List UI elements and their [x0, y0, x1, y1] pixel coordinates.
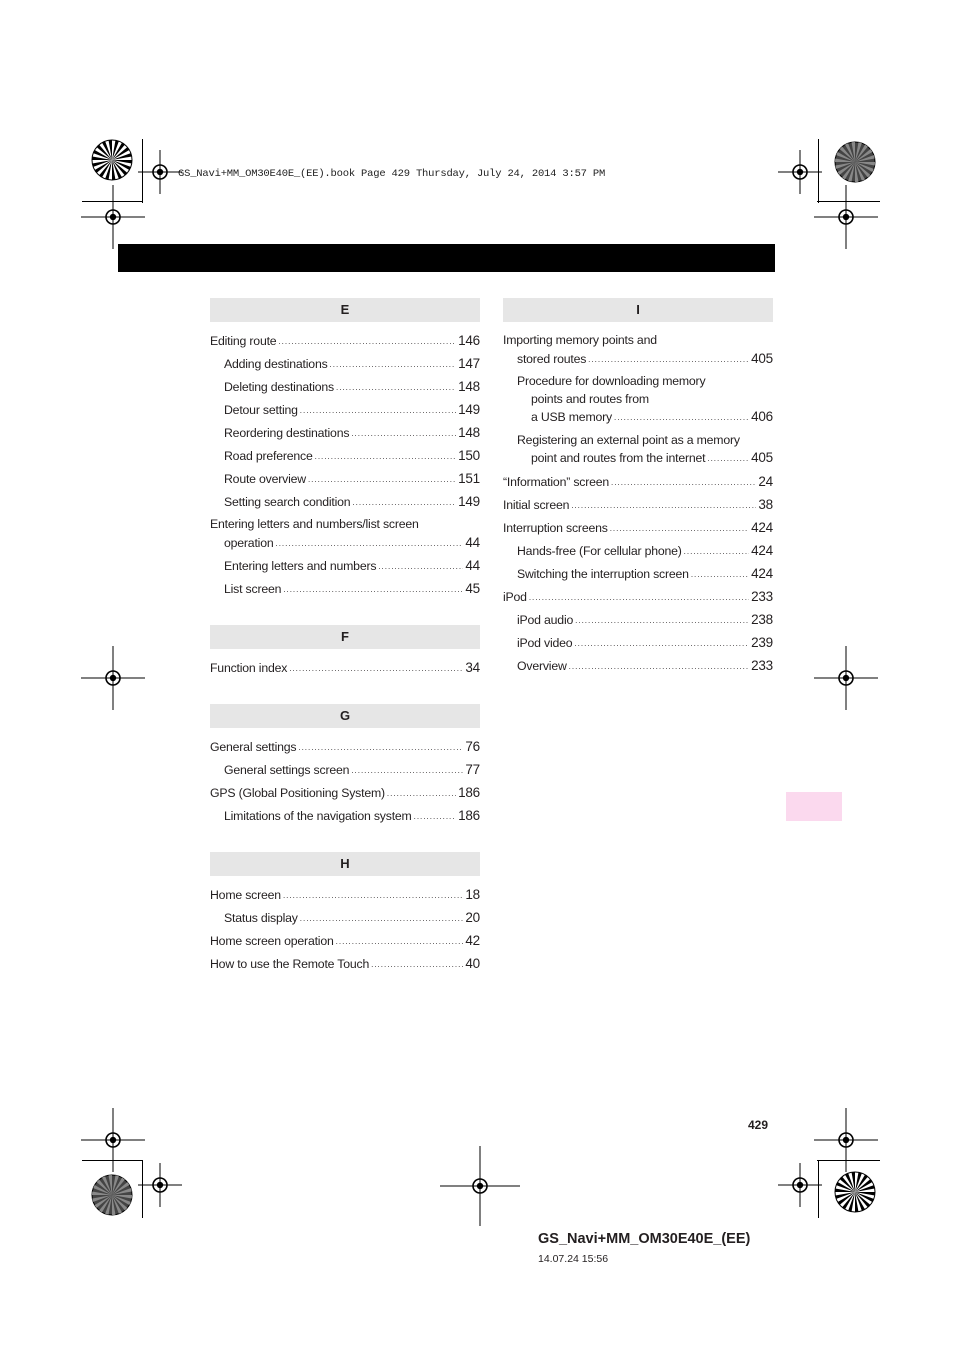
entry-text: Editing route: [210, 334, 277, 348]
entry-text: Limitations of the navigation system: [224, 809, 412, 823]
page-reference: 151: [458, 471, 480, 486]
entry-text: points and routes from: [531, 391, 649, 406]
index-subentry: [503, 563, 773, 586]
dot-leader: [300, 908, 464, 929]
index-entry: [210, 736, 480, 759]
entry-text: GPS (Global Positioning System): [210, 786, 385, 800]
entry-text: Hands-free (For cellular phone): [517, 543, 682, 558]
print-header: GS_Navi+MM_OM30E40E_(EE).book Page 429 Thursday, July 24, 2014 3:57 PM: [178, 168, 606, 180]
index-entry: [210, 514, 480, 555]
page-reference: 38: [758, 496, 773, 512]
page-reference: 405: [751, 450, 773, 465]
index-section: [210, 625, 480, 680]
entry-text: Road preference: [224, 449, 313, 463]
entry-text: Switching the interruption screen: [517, 566, 689, 581]
index-column-left: [210, 298, 480, 1000]
page-reference: 76: [465, 739, 480, 754]
page-reference: 424: [751, 565, 773, 581]
index-subentry: [210, 399, 480, 422]
index-subentry: [210, 376, 480, 399]
dot-leader: [298, 737, 463, 758]
entry-text: iPod video: [517, 635, 573, 650]
dot-leader: [378, 556, 463, 577]
entry-text: a USB memory: [531, 410, 612, 424]
registration-mark-icon: [814, 185, 878, 249]
entry-text: Importing memory points and: [503, 333, 657, 347]
entry-text: iPod: [503, 589, 527, 604]
dot-leader: [275, 535, 463, 553]
chapter-tab: [786, 792, 842, 821]
dot-leader: [611, 472, 756, 493]
entry-text: List screen: [224, 582, 282, 596]
entry-text: Registering an external point as a memory: [517, 432, 740, 447]
page-reference: 18: [465, 887, 480, 902]
entry-text: Entering letters and numbers/list screen: [210, 517, 419, 531]
crop-mark: [817, 201, 880, 202]
index-section: [503, 298, 773, 678]
dot-leader: [315, 446, 456, 467]
gray-patch-icon: [91, 1174, 133, 1216]
page-number: 429: [748, 1118, 769, 1132]
index-entry: [503, 517, 773, 540]
entry-text: “Information” screen: [503, 474, 610, 489]
page-reference: 148: [458, 379, 480, 394]
page-reference: 149: [458, 494, 480, 509]
footer-date: 14.07.24 15:56: [538, 1253, 609, 1265]
entry-text: Interruption screens: [503, 520, 608, 535]
dot-leader: [336, 377, 456, 398]
index-section: [210, 704, 480, 828]
entry-text: Function index: [210, 661, 288, 675]
page-reference: 24: [758, 473, 773, 489]
page-reference: 147: [458, 356, 480, 371]
dot-leader: [283, 885, 463, 906]
index-subentry: [503, 371, 773, 430]
index-subentry: [503, 430, 773, 471]
crop-mark: [818, 1160, 819, 1218]
page-reference: 233: [751, 588, 773, 604]
index-entry: [210, 884, 480, 907]
dot-leader: [308, 469, 456, 490]
dot-leader: [330, 354, 457, 375]
entry-text: Entering letters and numbers: [224, 559, 377, 573]
dot-leader: [352, 492, 456, 513]
crop-mark: [142, 139, 143, 203]
page-reference: 148: [458, 425, 480, 440]
dot-leader: [371, 954, 463, 975]
index-subentry: [503, 609, 773, 632]
dot-leader: [707, 450, 749, 468]
footer-code: GS_Navi+MM_OM30E40E_(EE): [538, 1231, 751, 1247]
index-subentry: [210, 491, 480, 514]
entry-text: General settings: [210, 740, 297, 754]
entry-text: iPod audio: [517, 612, 574, 627]
dot-leader: [574, 633, 749, 654]
index-subentry: [210, 805, 480, 828]
section-letter-heading: F: [210, 625, 480, 649]
page-reference: 45: [465, 581, 480, 596]
page-reference: 42: [465, 933, 480, 948]
dot-leader: [283, 579, 463, 600]
entry-text: point and routes from the internet: [531, 451, 706, 465]
dot-leader: [684, 541, 749, 562]
page-reference: 238: [751, 611, 773, 627]
index-entry: [210, 930, 480, 953]
registration-mark-icon: [81, 1108, 145, 1172]
index-subentry: [503, 655, 773, 678]
page-reference: 239: [751, 634, 773, 650]
dot-leader: [571, 495, 756, 516]
index-subentry: [210, 468, 480, 491]
page-reference: 424: [751, 542, 773, 558]
dot-leader: [610, 518, 749, 539]
dot-leader: [300, 400, 456, 421]
entry-text: Route overview: [224, 472, 306, 486]
section-letter-heading: I: [503, 298, 773, 322]
registration-mark-icon: [814, 646, 878, 710]
crop-mark: [142, 1160, 143, 1218]
page-reference: 406: [751, 409, 773, 424]
index-entry: [210, 953, 480, 976]
color-wheel-icon: [834, 1171, 876, 1213]
entry-text: Home screen: [210, 888, 281, 902]
page-reference: 77: [465, 762, 480, 777]
page-reference: 424: [751, 519, 773, 535]
dot-leader: [588, 351, 749, 369]
page-reference: 186: [458, 785, 480, 800]
page-reference: 146: [458, 333, 480, 348]
crop-mark: [817, 1160, 880, 1161]
page-reference: 233: [751, 657, 773, 673]
index-subentry: [210, 907, 480, 930]
entry-text: General settings screen: [224, 763, 350, 777]
entry-text: Initial screen: [503, 497, 570, 512]
index-section: [210, 852, 480, 976]
dot-leader: [351, 423, 456, 444]
index-entry: [503, 494, 773, 517]
crop-mark: [818, 139, 819, 203]
header-bar: [118, 244, 775, 272]
page-reference: 405: [751, 350, 773, 366]
gray-patch-icon: [834, 141, 876, 183]
page-reference: 150: [458, 448, 480, 463]
dot-leader: [529, 587, 749, 608]
entry-text: How to use the Remote Touch: [210, 957, 370, 971]
section-letter-heading: H: [210, 852, 480, 876]
section-letter-heading: E: [210, 298, 480, 322]
entry-text: Adding destinations: [224, 357, 328, 371]
index-subentry: [210, 422, 480, 445]
entry-text: Home screen operation: [210, 934, 334, 948]
index-entry: [503, 471, 773, 494]
entry-text: Reordering destinations: [224, 426, 350, 440]
page-reference: 44: [465, 558, 480, 573]
entry-text: Deleting destinations: [224, 380, 334, 394]
dot-leader: [569, 656, 749, 677]
crop-mark: [82, 201, 143, 202]
section-letter-heading: G: [210, 704, 480, 728]
entry-text: operation: [224, 535, 274, 550]
entry-text: stored routes: [517, 351, 587, 366]
dot-leader: [691, 564, 749, 585]
dot-leader: [614, 409, 749, 427]
dot-leader: [336, 931, 464, 952]
registration-mark-icon: [81, 646, 145, 710]
index-subentry: [210, 578, 480, 601]
index-entry: [210, 657, 480, 680]
dot-leader: [575, 610, 749, 631]
page-reference: 149: [458, 402, 480, 417]
entry-text: Detour setting: [224, 403, 298, 417]
index-section: [210, 298, 480, 601]
crop-mark: [82, 1160, 143, 1161]
dot-leader: [387, 783, 456, 804]
index-subentry: [503, 632, 773, 655]
index-entry: [210, 782, 480, 805]
dot-leader: [351, 760, 463, 781]
page-reference: 34: [465, 660, 480, 675]
entry-text: Overview: [517, 658, 567, 673]
index-subentry: [210, 445, 480, 468]
index-subentry: [210, 759, 480, 782]
entry-text: Status display: [224, 911, 298, 925]
index-column-right: [503, 298, 773, 702]
index-entry: [503, 330, 773, 371]
dot-leader: [278, 331, 456, 352]
registration-mark-icon: [814, 1108, 878, 1172]
registration-mark-icon: [440, 1146, 520, 1226]
index-entry: [503, 586, 773, 609]
entry-text: Procedure for downloading memory: [517, 374, 706, 388]
dot-leader: [414, 806, 456, 827]
entry-text: Setting search condition: [224, 495, 351, 509]
page-reference: 44: [465, 534, 480, 550]
index-subentry: [503, 540, 773, 563]
registration-mark-icon: [81, 185, 145, 249]
dot-leader: [289, 658, 463, 679]
page-reference: 40: [465, 956, 480, 971]
page-reference: 186: [458, 808, 480, 823]
index-subentry: [210, 555, 480, 578]
page-reference: 20: [465, 910, 480, 925]
color-wheel-icon: [91, 139, 133, 181]
index-subentry: [210, 353, 480, 376]
index-entry: [210, 330, 480, 353]
